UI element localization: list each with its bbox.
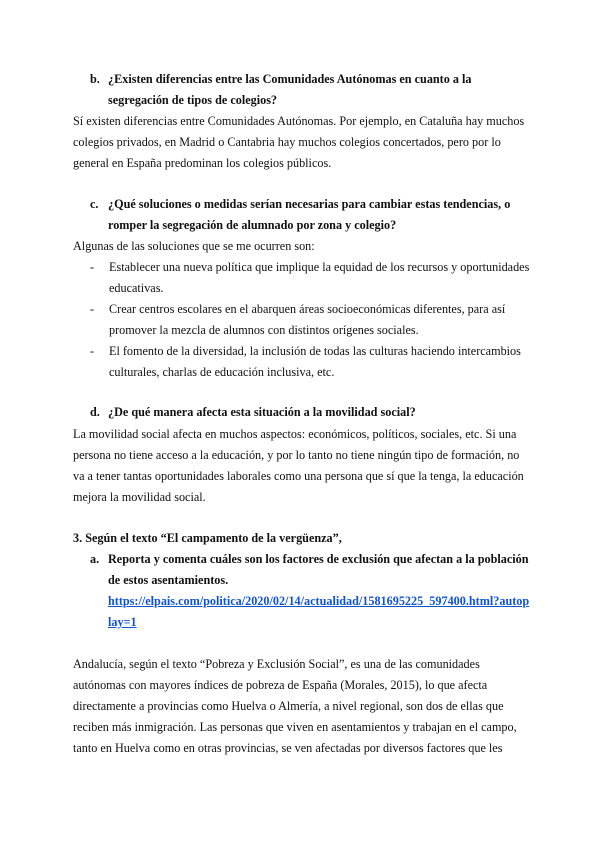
body-line5: tanto en Huelva como en otras provincias, se ven afectadas por diversos factores que les (73, 741, 503, 755)
answer-c (73, 236, 533, 383)
body-line1: Andalucía, según el texto “Pobreza y Exclusión Social”, es una de las comunidades (73, 657, 480, 671)
item-a-line1: Reporta y comenta cuáles son los factores de exclusión que afectan a la población (108, 552, 529, 566)
question-b-letter: b. (90, 72, 100, 86)
list-item (73, 257, 533, 299)
dash-bullet: - (90, 302, 95, 316)
solutions-list (73, 257, 533, 383)
answer-d-line4: mejora la movilidad social. (73, 490, 206, 504)
answer-b-line1: Sí existen diferencias entre Comunidades Autónomas. Por ejemplo, en Cataluña hay muchos (73, 114, 525, 128)
question-d-line1: ¿De qué manera afecta esta situación a la movilidad social? (108, 405, 416, 419)
dash-bullet: - (90, 344, 95, 358)
question-b-line2: segregación de tipos de colegios? (108, 93, 278, 107)
answer-d (73, 424, 533, 508)
list-item-line1: Establecer una nueva política que implique la equidad de los recursos y oportunidades (109, 260, 530, 274)
section-3-heading: 3. Según el texto “El campamento de la vergüenza”, (73, 531, 342, 545)
section-3-item-a (90, 549, 530, 633)
body-line2: autónomas con mayores índices de pobreza de España (Morales, 2015), lo que afecta (73, 678, 488, 692)
question-c-line1: ¿Qué soluciones o medidas serían necesarias para cambiar estas tendencias, o (108, 197, 511, 211)
list-item-line1: Crear centros escolares en el abarquen áreas socioeconómicas diferentes, para así (109, 302, 506, 316)
article-link-line2[interactable]: lay=1 (108, 615, 137, 629)
list-item (73, 299, 533, 341)
question-b-heading (90, 69, 530, 111)
item-a-letter: a. (90, 552, 100, 566)
answer-c-intro: Algunas de las soluciones que se me ocurren son: (73, 239, 315, 253)
list-item-line1: El fomento de la diversidad, la inclusión de todas las culturas haciendo intercambios (109, 344, 521, 358)
question-d-heading (90, 402, 530, 423)
list-item-line2: promover la mezcla de alumnos con distintos orígenes sociales. (109, 323, 419, 337)
list-item (73, 341, 533, 383)
item-a-line2: de estos asentamientos. (108, 573, 229, 587)
answer-d-line1: La movilidad social afecta en muchos aspectos: económicos, políticos, sociales, etc. Si una (73, 427, 517, 441)
question-c-heading (90, 194, 530, 236)
question-c-letter: c. (90, 197, 99, 211)
body-line4: reciben más inmigración. Las personas que viven en asentamientos y trabajan en el campo, (73, 720, 517, 734)
list-item-line2: culturales, charlas de educación inclusiva, etc. (109, 365, 335, 379)
answer-b-line3: general en España predominan los colegios públicos. (73, 156, 332, 170)
section-3-body (73, 654, 533, 759)
answer-d-line3: va a tener tantas oportunidades laborales como una persona que sí que la tenga, la educación (73, 469, 524, 483)
article-link-line1[interactable]: https://elpais.com/politica/2020/02/14/actualidad/1581695225_597400.html?autop (108, 594, 530, 608)
question-c-line2: romper la segregación de alumnado por zona y colegio? (108, 218, 397, 232)
body-line3: directamente a provincias como Huelva o Almería, a nivel regional, son dos de ellas que (73, 699, 504, 713)
question-d-letter: d. (90, 405, 100, 419)
answer-b-line2: colegios privados, en Madrid o Cantabria hay muchos colegios concertados, pero por lo (73, 135, 501, 149)
list-item-line2: educativas. (109, 281, 164, 295)
answer-d-line2: persona no tiene acceso a la educación, y por lo tanto no tiene ningún tipo de formación, no (73, 448, 520, 462)
question-b-line1: ¿Existen diferencias entre las Comunidades Autónomas en cuanto a la (108, 72, 472, 86)
answer-b (73, 111, 533, 174)
dash-bullet: - (90, 260, 95, 274)
